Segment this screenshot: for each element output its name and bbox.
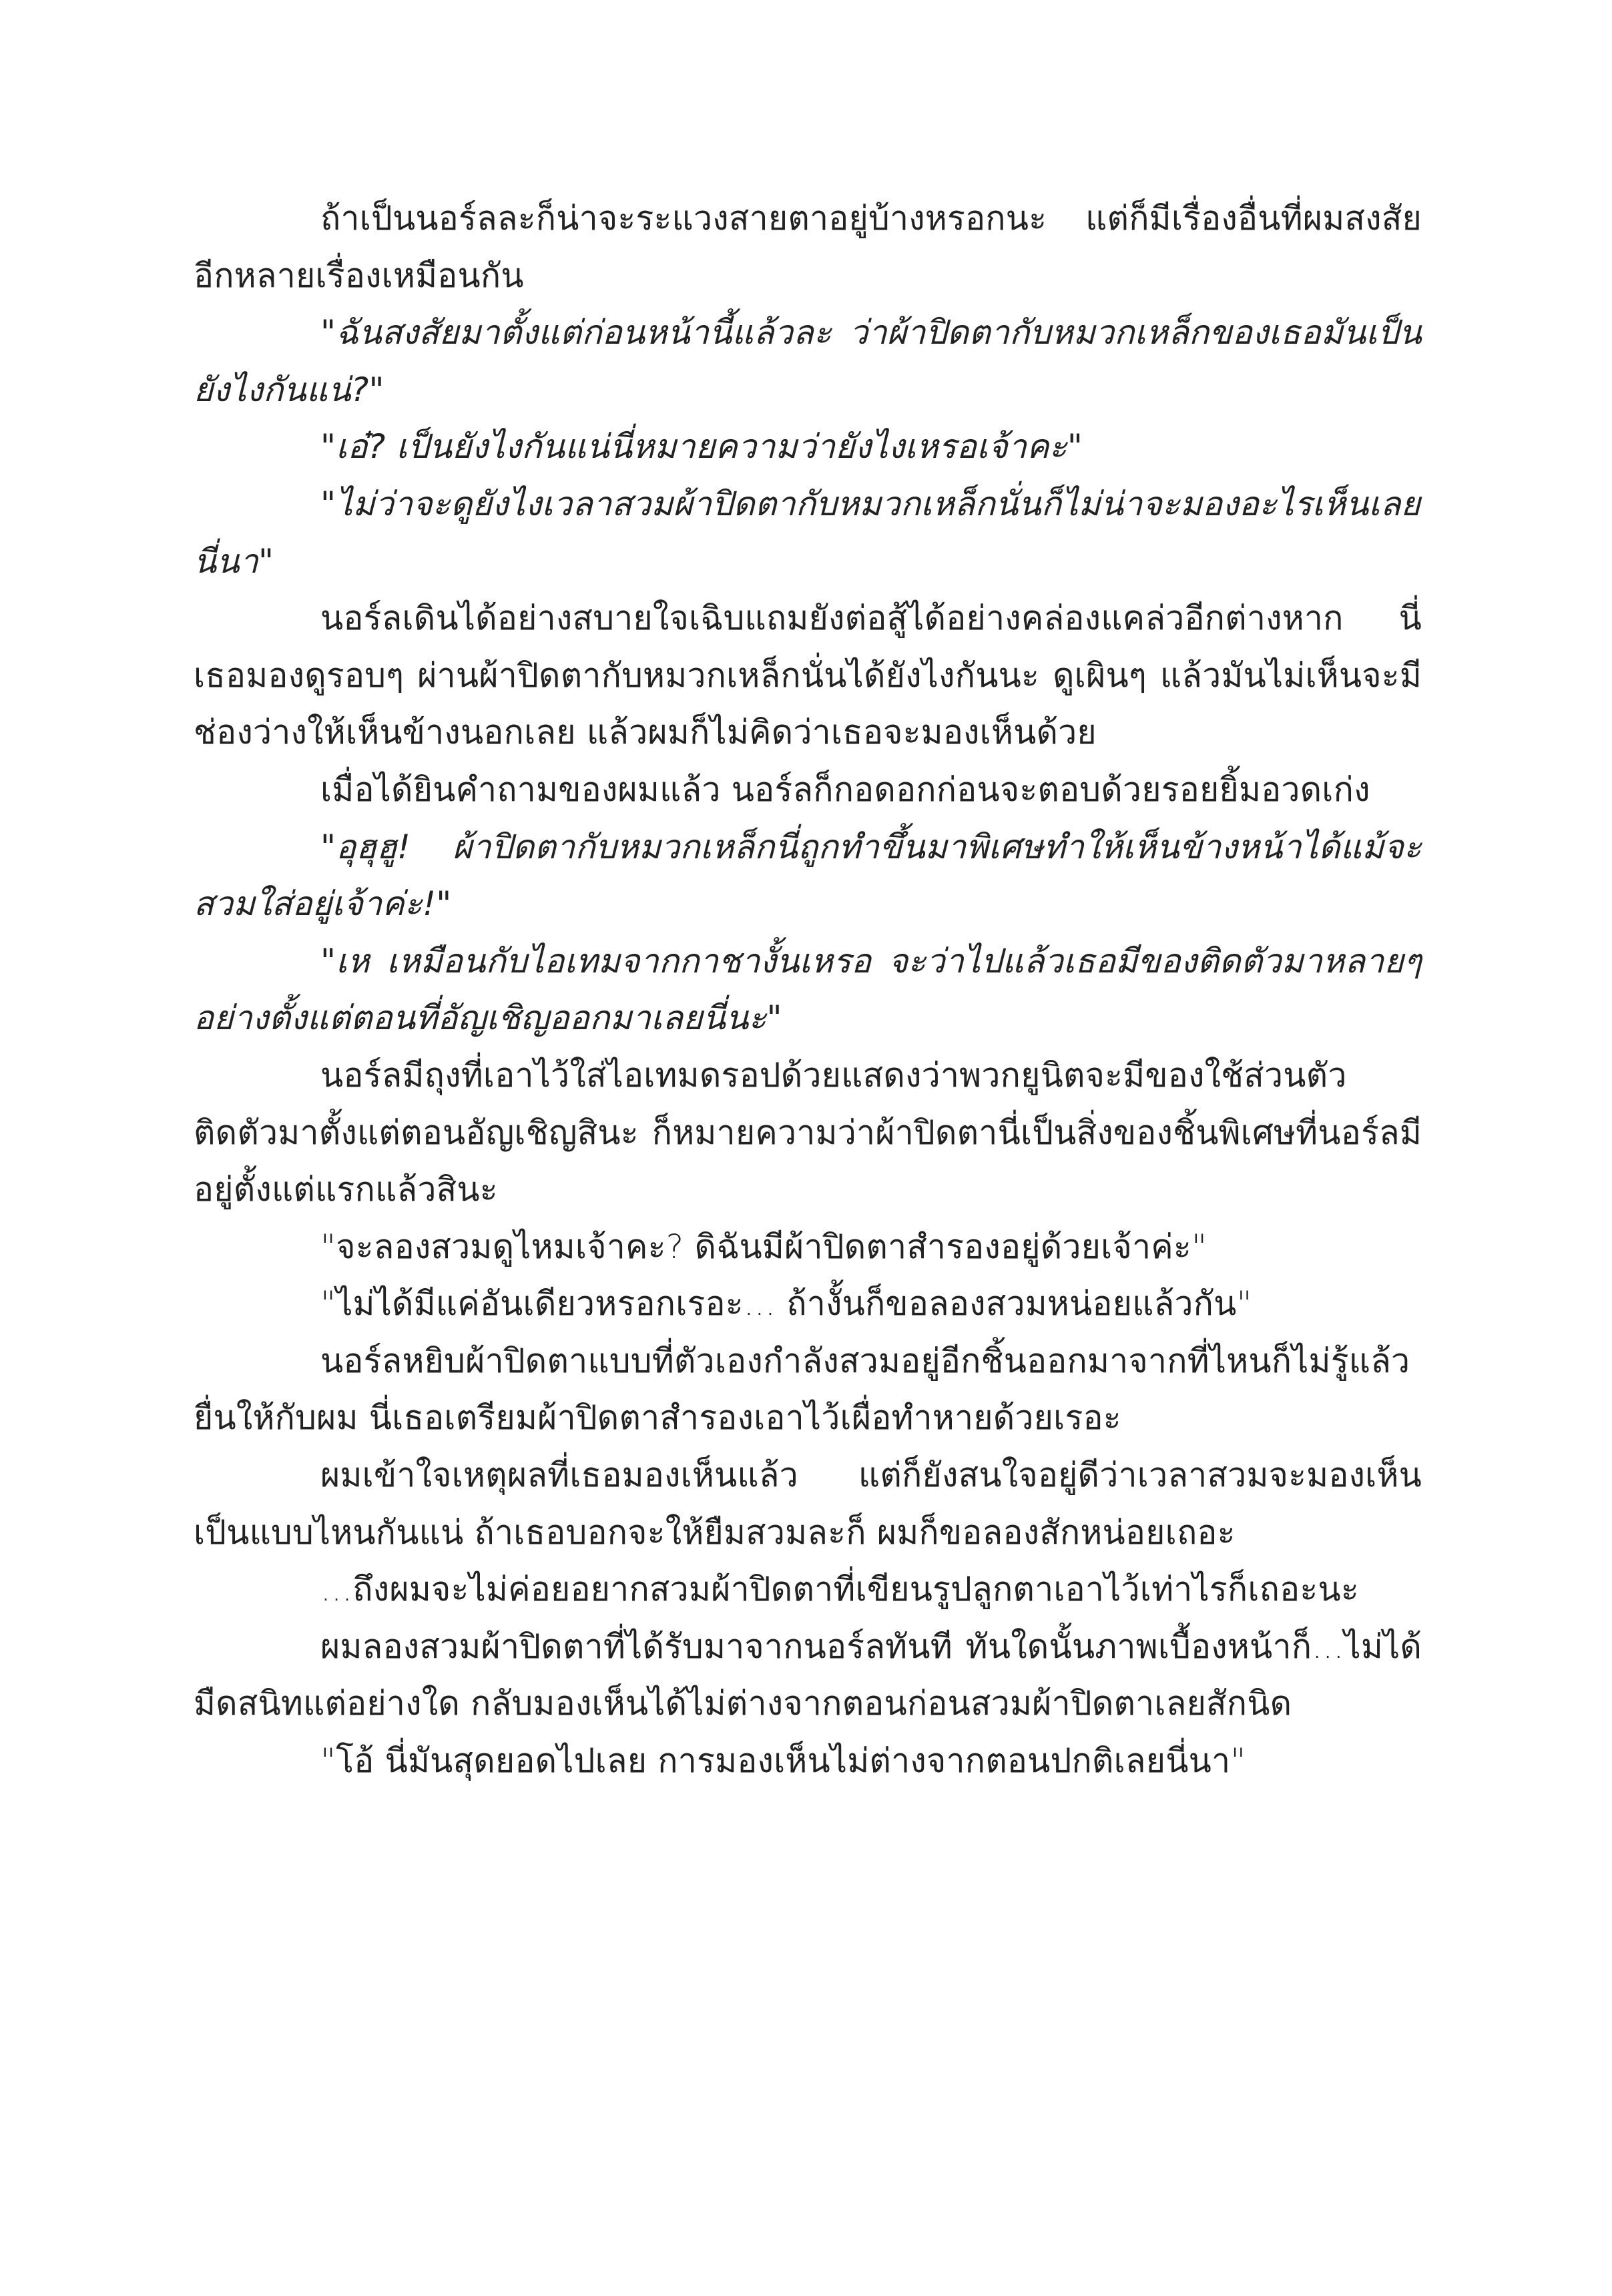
paragraph: ถ้าเป็นนอร์ลละก็น่าจะระแวงสายตาอยู่บ้างหรอกนะ แต่ก็มีเรื่องอื่นที่ผมสงสัยอีกหลายเรื่องเหมือนกัน	[194, 199, 1422, 295]
paragraph: นอร์ลเดินได้อย่างสบายใจเฉิบแถมยังต่อสู้ได้อย่างคล่องแคล่วอีกต่างหาก นี่เธอมองดูรอบๆ ผ่านผ้าปิดตากับหมวกเหล็กนั่นได้ยังไงกันนะ ดูเผินๆ แล้วมันไม่เห็นจะมีช่องว่างให้เห็นข้างนอกเลย แล้วผมก็ไม่คิดว่าเธอจะมองเห็นด้วย	[194, 599, 1422, 752]
body-text	[194, 190, 1422, 1790]
dialogue-paragraph: "เห เหมือนกับไอเทมจากกาชางั้นเหรอ จะว่าไปแล้วเธอมีของติดตัวมาหลายๆ อย่างตั้งแต่ตอนที่อัญเชิญออกมาเลยนี่นะ"	[194, 941, 1422, 1038]
paragraph: ...ถึงผมจะไม่ค่อยอยากสวมผ้าปิดตาที่เขียนรูปลูกตาเอาไว้เท่าไรก็เถอะนะ	[320, 1570, 1359, 1609]
paragraph: ผมเข้าใจเหตุผลที่เธอมองเห็นแล้ว แต่ก็ยังสนใจอยู่ดีว่าเวลาสวมจะมองเห็นเป็นแบบไหนกันแน่ ถ้าเธอบอกจะให้ยืมสวมละก็ ผมก็ขอลองสักหน่อยเถอะ	[194, 1456, 1422, 1552]
paragraph: ผมลองสวมผ้าปิดตาที่ได้รับมาจากนอร์ลทันที ทันใดนั้นภาพเบื้องหน้าก็...ไม่ได้มืดสนิทแต่อย่างใด กลับมองเห็นได้ไม่ต่างจากตอนก่อนสวมผ้าปิดตาเลยสักนิด	[194, 1627, 1422, 1723]
paragraph: นอร์ลหยิบผ้าปิดตาแบบที่ตัวเองกำลังสวมอยู่อีกชิ้นออกมาจากที่ไหนก็ไม่รู้แล้วยื่นให้กับผม นี่เธอเตรียมผ้าปิดตาสำรองเอาไว้เผื่อทำหายด้วยเรอะ	[194, 1341, 1410, 1438]
dialogue-paragraph: "เอ๋? เป็นยังไงกันแน่นี่หมายความว่ายังไงเหรอเจ้าคะ"	[320, 427, 1083, 467]
dialogue-paragraph: "ไม่ได้มีแค่อันเดียวหรอกเรอะ... ถ้างั้นก็ขอลองสวมหน่อยแล้วกัน"	[320, 1284, 1252, 1324]
dialogue-paragraph: "ฉันสงสัยมาตั้งแต่ก่อนหน้านี้แล้วละ ว่าผ้าปิดตากับหมวกเหล็กของเธอมันเป็นยังไงกันแน่?"	[194, 313, 1422, 409]
dialogue-paragraph: "อุฮุฮู! ผ้าปิดตากับหมวกเหล็กนี่ถูกทำขึ้นมาพิเศษทำให้เห็นข้างหน้าได้แม้จะสวมใส่อยู่เจ้าค่ะ!"	[194, 827, 1422, 924]
dialogue-paragraph: "โอ้ นี่มันสุดยอดไปเลย การมองเห็นไม่ต่างจากตอนปกติเลยนี่นา"	[320, 1741, 1246, 1781]
dialogue-paragraph: "จะลองสวมดูไหมเจ้าคะ? ดิฉันมีผ้าปิดตาสำรองอยู่ด้วยเจ้าค่ะ"	[320, 1227, 1207, 1266]
paragraph: นอร์ลมีถุงที่เอาไว้ใส่ไอเทมดรอปด้วยแสดงว่าพวกยูนิตจะมีของใช้ส่วนตัวติดตัวมาตั้งแต่ตอนอัญเชิญสินะ ก็หมายความว่าผ้าปิดตานี่เป็นสิ่งของชิ้นพิเศษที่นอร์ลมีอยู่ตั้งแต่แรกแล้วสินะ	[194, 1055, 1422, 1209]
dialogue-paragraph: "ไม่ว่าจะดูยังไงเวลาสวมผ้าปิดตากับหมวกเหล็กนั่นก็ไม่น่าจะมองอะไรเห็นเลยนี่นา"	[194, 484, 1421, 581]
paragraph: เมื่อได้ยินคำถามของผมแล้ว นอร์ลก็กอดอกก่อนจะตอบด้วยรอยยิ้มอวดเก่ง	[320, 770, 1370, 809]
